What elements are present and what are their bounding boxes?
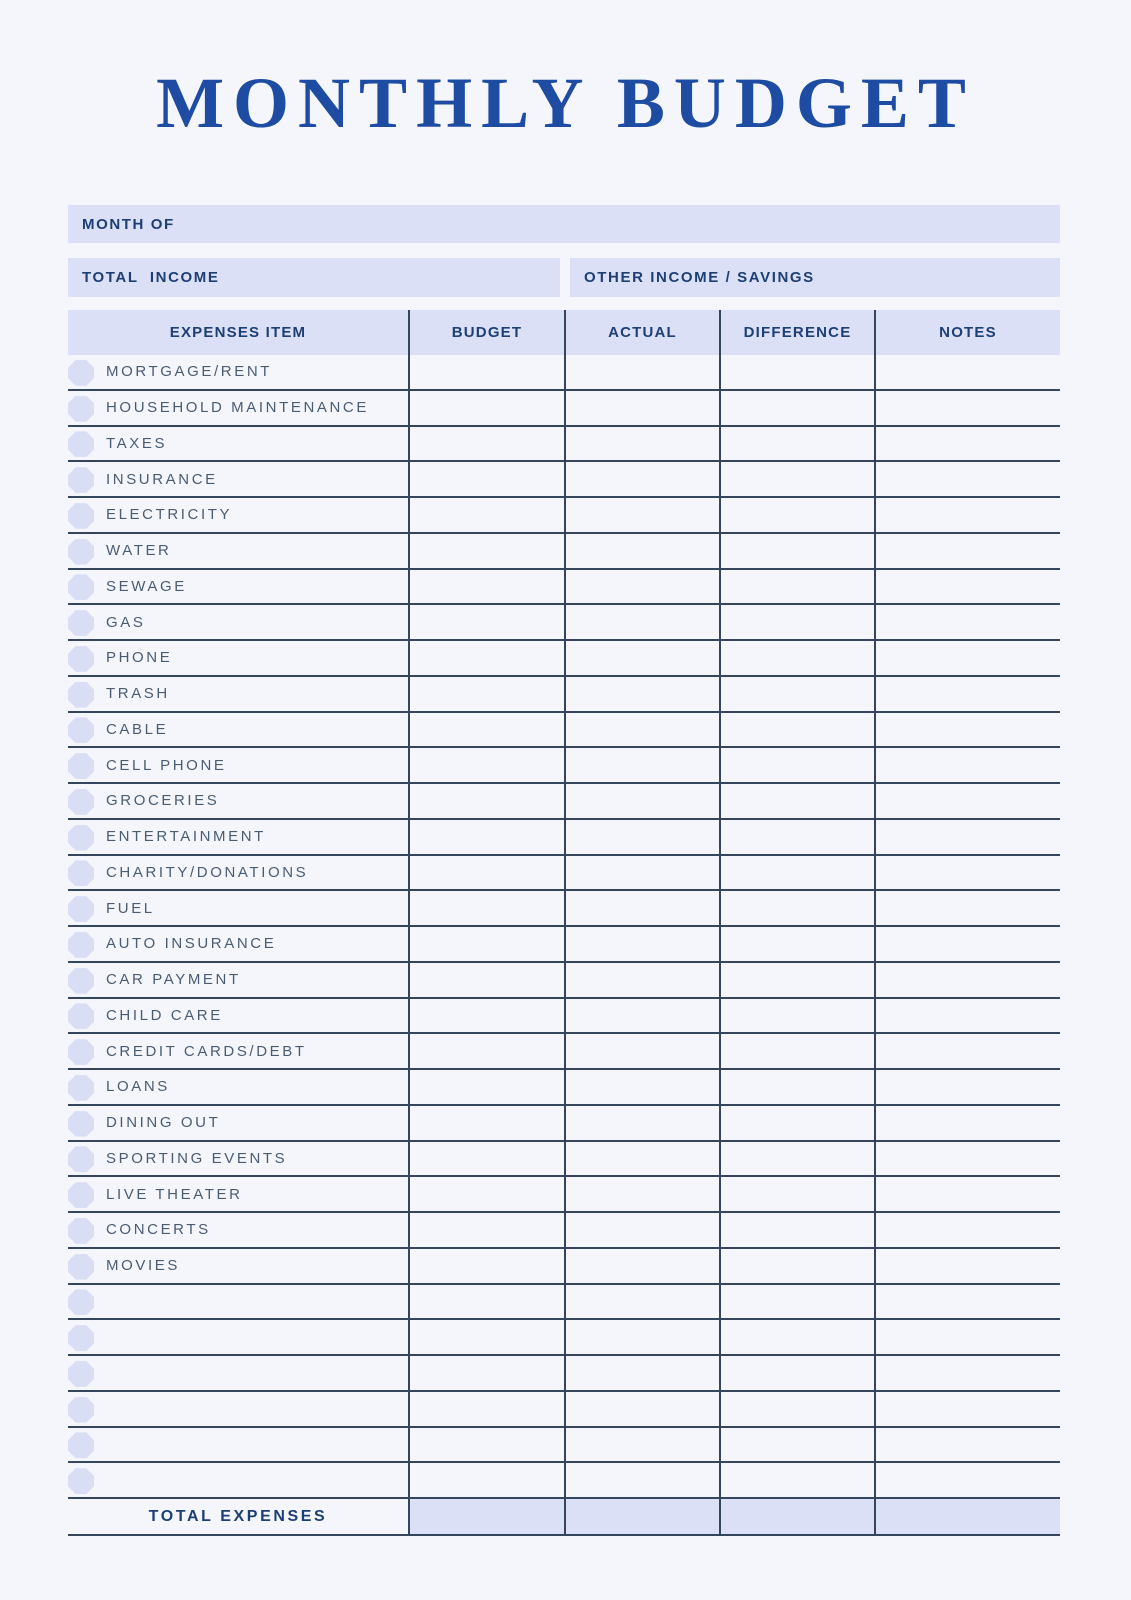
expense-row xyxy=(68,713,408,749)
actual-cell[interactable] xyxy=(564,891,719,927)
difference-cell[interactable] xyxy=(719,498,874,534)
budget-cell[interactable] xyxy=(408,1213,564,1249)
difference-cell[interactable] xyxy=(719,355,874,391)
actual-cell[interactable] xyxy=(564,1070,719,1106)
total-notes-cell[interactable] xyxy=(874,1499,1060,1536)
notes-cell[interactable] xyxy=(874,427,1060,463)
difference-cell[interactable] xyxy=(719,462,874,498)
budget-table xyxy=(68,310,1060,1536)
expense-item-label: CHARITY/DONATIONS xyxy=(106,863,309,881)
notes-cell[interactable] xyxy=(874,498,1060,534)
budget-cell[interactable] xyxy=(408,784,564,820)
expense-item-label: CHILD CARE xyxy=(106,1006,223,1024)
expense-item-label: WATER xyxy=(106,542,172,560)
notes-cell[interactable] xyxy=(874,355,1060,391)
difference-cell[interactable] xyxy=(719,963,874,999)
bullet-icon xyxy=(68,1075,94,1101)
notes-cell[interactable] xyxy=(874,462,1060,498)
expense-row xyxy=(68,677,408,713)
empty-expense-row xyxy=(68,1285,408,1321)
column-header-difference: DIFFERENCE xyxy=(719,310,874,355)
bullet-icon xyxy=(68,825,94,851)
difference-cell[interactable] xyxy=(719,1106,874,1142)
actual-cell[interactable] xyxy=(564,462,719,498)
expense-row xyxy=(68,784,408,820)
bullet-icon xyxy=(68,753,94,779)
expense-item-label: GROCERIES xyxy=(106,792,220,810)
difference-cell[interactable] xyxy=(719,427,874,463)
empty-expense-row xyxy=(68,1356,408,1392)
notes-cell[interactable] xyxy=(874,1428,1060,1464)
difference-cell[interactable] xyxy=(719,713,874,749)
difference-cell[interactable] xyxy=(719,677,874,713)
bullet-icon xyxy=(68,1289,94,1315)
actual-cell[interactable] xyxy=(564,1392,719,1428)
difference-cell[interactable] xyxy=(719,570,874,606)
bullet-icon xyxy=(68,539,94,565)
expense-row xyxy=(68,748,408,784)
budget-cell[interactable] xyxy=(408,1392,564,1428)
expense-item-label: AUTO INSURANCE xyxy=(106,935,277,953)
expense-item-label: CAR PAYMENT xyxy=(106,971,241,989)
actual-cell[interactable] xyxy=(564,963,719,999)
empty-expense-row xyxy=(68,1320,408,1356)
total-income-field[interactable] xyxy=(68,258,560,297)
expense-item-label: CELL PHONE xyxy=(106,756,227,774)
bullet-icon xyxy=(68,467,94,493)
budget-cell[interactable] xyxy=(408,748,564,784)
other-income-savings-label: OTHER INCOME / SAVINGS xyxy=(584,269,815,286)
actual-cell[interactable] xyxy=(564,677,719,713)
expense-row xyxy=(68,856,408,892)
budget-cell[interactable] xyxy=(408,570,564,606)
actual-cell[interactable] xyxy=(564,427,719,463)
actual-cell[interactable] xyxy=(564,641,719,677)
actual-cell[interactable] xyxy=(564,856,719,892)
difference-cell[interactable] xyxy=(719,1285,874,1321)
difference-cell[interactable] xyxy=(719,1177,874,1213)
budget-cell[interactable] xyxy=(408,1285,564,1321)
expense-item-label: CREDIT CARDS/DEBT xyxy=(106,1042,307,1060)
bullet-icon xyxy=(68,1182,94,1208)
budget-cell[interactable] xyxy=(408,1356,564,1392)
actual-cell[interactable] xyxy=(564,1320,719,1356)
expense-row xyxy=(68,641,408,677)
bullet-icon xyxy=(68,396,94,422)
bullet-icon xyxy=(68,1397,94,1423)
notes-cell[interactable] xyxy=(874,1142,1060,1178)
actual-cell[interactable] xyxy=(564,784,719,820)
expense-row xyxy=(68,462,408,498)
actual-cell[interactable] xyxy=(564,1356,719,1392)
budget-cell[interactable] xyxy=(408,534,564,570)
notes-cell[interactable] xyxy=(874,534,1060,570)
budget-cell[interactable] xyxy=(408,462,564,498)
budget-cell[interactable] xyxy=(408,1106,564,1142)
expense-item-label: PHONE xyxy=(106,649,173,667)
bullet-icon xyxy=(68,646,94,672)
expense-item-label: CONCERTS xyxy=(106,1221,211,1239)
difference-cell[interactable] xyxy=(719,927,874,963)
bullet-icon xyxy=(68,1111,94,1137)
empty-expense-row xyxy=(68,1463,408,1499)
budget-cell[interactable] xyxy=(408,963,564,999)
actual-cell[interactable] xyxy=(564,999,719,1035)
difference-cell[interactable] xyxy=(719,1320,874,1356)
budget-cell[interactable] xyxy=(408,856,564,892)
bullet-icon xyxy=(68,1218,94,1244)
expense-item-label: GAS xyxy=(106,613,146,631)
difference-cell[interactable] xyxy=(719,1034,874,1070)
actual-cell[interactable] xyxy=(564,1106,719,1142)
expense-item-label: LIVE THEATER xyxy=(106,1185,243,1203)
notes-cell[interactable] xyxy=(874,856,1060,892)
total-difference-cell[interactable] xyxy=(719,1499,874,1536)
expense-row xyxy=(68,355,408,391)
budget-cell[interactable] xyxy=(408,1463,564,1499)
expense-item-label: MORTGAGE/RENT xyxy=(106,363,273,381)
page-title: MONTHLY BUDGET xyxy=(156,63,975,143)
difference-cell[interactable] xyxy=(719,1070,874,1106)
difference-cell[interactable] xyxy=(719,1428,874,1464)
actual-cell[interactable] xyxy=(564,1285,719,1321)
expense-item-label: ELECTRICITY xyxy=(106,506,233,524)
budget-cell[interactable] xyxy=(408,820,564,856)
expense-item-label: INSURANCE xyxy=(106,470,218,488)
expense-row xyxy=(68,1070,408,1106)
other-income-savings-field[interactable] xyxy=(570,258,1060,297)
bullet-icon xyxy=(68,574,94,600)
bullet-icon xyxy=(68,1432,94,1458)
expense-row xyxy=(68,1034,408,1070)
bullet-icon xyxy=(68,610,94,636)
notes-cell[interactable] xyxy=(874,713,1060,749)
bullet-icon xyxy=(68,789,94,815)
expense-row xyxy=(68,1106,408,1142)
difference-cell[interactable] xyxy=(719,1463,874,1499)
budget-cell[interactable] xyxy=(408,891,564,927)
column-header-notes: NOTES xyxy=(874,310,1060,355)
actual-cell[interactable] xyxy=(564,605,719,641)
notes-cell[interactable] xyxy=(874,570,1060,606)
bullet-icon xyxy=(68,968,94,994)
difference-cell[interactable] xyxy=(719,748,874,784)
budget-cell[interactable] xyxy=(408,927,564,963)
notes-cell[interactable] xyxy=(874,1463,1060,1499)
budget-cell[interactable] xyxy=(408,498,564,534)
actual-cell[interactable] xyxy=(564,570,719,606)
budget-cell[interactable] xyxy=(408,641,564,677)
total-budget-cell[interactable] xyxy=(408,1499,564,1536)
expense-row xyxy=(68,820,408,856)
budget-cell[interactable] xyxy=(408,999,564,1035)
expense-item-label: SPORTING EVENTS xyxy=(106,1149,288,1167)
budget-cell[interactable] xyxy=(408,355,564,391)
budget-cell[interactable] xyxy=(408,605,564,641)
notes-cell[interactable] xyxy=(874,1213,1060,1249)
bullet-icon xyxy=(68,1146,94,1172)
expense-row xyxy=(68,999,408,1035)
actual-cell[interactable] xyxy=(564,1034,719,1070)
actual-cell[interactable] xyxy=(564,748,719,784)
expense-row xyxy=(68,1177,408,1213)
difference-cell[interactable] xyxy=(719,641,874,677)
actual-cell[interactable] xyxy=(564,1213,719,1249)
notes-cell[interactable] xyxy=(874,1177,1060,1213)
budget-cell[interactable] xyxy=(408,1034,564,1070)
notes-cell[interactable] xyxy=(874,1285,1060,1321)
budget-cell[interactable] xyxy=(408,1142,564,1178)
actual-cell[interactable] xyxy=(564,927,719,963)
expense-item-label: DINING OUT xyxy=(106,1114,221,1132)
actual-cell[interactable] xyxy=(564,1177,719,1213)
actual-cell[interactable] xyxy=(564,534,719,570)
expense-item-label: TRASH xyxy=(106,685,170,703)
expense-row xyxy=(68,570,408,606)
notes-cell[interactable] xyxy=(874,927,1060,963)
expense-row xyxy=(68,534,408,570)
difference-cell[interactable] xyxy=(719,1392,874,1428)
notes-cell[interactable] xyxy=(874,605,1060,641)
notes-cell[interactable] xyxy=(874,891,1060,927)
bullet-icon xyxy=(68,682,94,708)
expense-row xyxy=(68,427,408,463)
bullet-icon xyxy=(68,503,94,529)
actual-cell[interactable] xyxy=(564,1463,719,1499)
total-actual-cell[interactable] xyxy=(564,1499,719,1536)
expense-item-label: HOUSEHOLD MAINTENANCE xyxy=(106,399,369,417)
expense-item-label: CABLE xyxy=(106,720,169,738)
notes-cell[interactable] xyxy=(874,677,1060,713)
budget-cell[interactable] xyxy=(408,391,564,427)
actual-cell[interactable] xyxy=(564,498,719,534)
bullet-icon xyxy=(68,1254,94,1280)
difference-cell[interactable] xyxy=(719,820,874,856)
expense-item-label: TAXES xyxy=(106,434,168,452)
budget-cell[interactable] xyxy=(408,1320,564,1356)
difference-cell[interactable] xyxy=(719,391,874,427)
actual-cell[interactable] xyxy=(564,1428,719,1464)
budget-cell[interactable] xyxy=(408,427,564,463)
expense-item-label: ENTERTAINMENT xyxy=(106,828,266,846)
bullet-icon xyxy=(68,1039,94,1065)
budget-cell[interactable] xyxy=(408,713,564,749)
budget-cell[interactable] xyxy=(408,1428,564,1464)
bullet-icon xyxy=(68,360,94,386)
notes-cell[interactable] xyxy=(874,391,1060,427)
actual-cell[interactable] xyxy=(564,1249,719,1285)
notes-cell[interactable] xyxy=(874,1034,1060,1070)
notes-cell[interactable] xyxy=(874,641,1060,677)
expense-row xyxy=(68,498,408,534)
expense-row xyxy=(68,1249,408,1285)
column-header-budget: BUDGET xyxy=(408,310,564,355)
expense-row xyxy=(68,391,408,427)
notes-cell[interactable] xyxy=(874,1070,1060,1106)
expense-item-label: SEWAGE xyxy=(106,577,187,595)
difference-cell[interactable] xyxy=(719,1356,874,1392)
notes-cell[interactable] xyxy=(874,999,1060,1035)
month-of-field[interactable] xyxy=(68,205,1060,243)
empty-expense-row xyxy=(68,1428,408,1464)
notes-cell[interactable] xyxy=(874,1356,1060,1392)
column-header-expenses-item: EXPENSES ITEM xyxy=(68,310,408,355)
empty-expense-row xyxy=(68,1392,408,1428)
notes-cell[interactable] xyxy=(874,1320,1060,1356)
budget-cell[interactable] xyxy=(408,1177,564,1213)
total-expenses-label: TOTAL EXPENSES xyxy=(68,1499,408,1536)
bullet-icon xyxy=(68,1325,94,1351)
bullet-icon xyxy=(68,1468,94,1494)
notes-cell[interactable] xyxy=(874,784,1060,820)
actual-cell[interactable] xyxy=(564,391,719,427)
budget-cell[interactable] xyxy=(408,1249,564,1285)
expense-row xyxy=(68,927,408,963)
expense-row xyxy=(68,963,408,999)
bullet-icon xyxy=(68,860,94,886)
difference-cell[interactable] xyxy=(719,999,874,1035)
notes-cell[interactable] xyxy=(874,1106,1060,1142)
bullet-icon xyxy=(68,717,94,743)
notes-cell[interactable] xyxy=(874,748,1060,784)
budget-cell[interactable] xyxy=(408,1070,564,1106)
difference-cell[interactable] xyxy=(719,605,874,641)
difference-cell[interactable] xyxy=(719,1249,874,1285)
difference-cell[interactable] xyxy=(719,534,874,570)
notes-cell[interactable] xyxy=(874,820,1060,856)
bullet-icon xyxy=(68,896,94,922)
expense-row xyxy=(68,1213,408,1249)
expense-row xyxy=(68,1142,408,1178)
column-header-actual: ACTUAL xyxy=(564,310,719,355)
actual-cell[interactable] xyxy=(564,713,719,749)
difference-cell[interactable] xyxy=(719,856,874,892)
expense-item-label: MOVIES xyxy=(106,1257,180,1275)
notes-cell[interactable] xyxy=(874,1392,1060,1428)
difference-cell[interactable] xyxy=(719,1213,874,1249)
total-income-label: TOTAL INCOME xyxy=(82,269,220,286)
budget-cell[interactable] xyxy=(408,677,564,713)
bullet-icon xyxy=(68,1003,94,1029)
expense-item-label: LOANS xyxy=(106,1078,170,1096)
expense-row xyxy=(68,605,408,641)
expense-item-label: FUEL xyxy=(106,899,155,917)
notes-cell[interactable] xyxy=(874,963,1060,999)
bullet-icon xyxy=(68,1361,94,1387)
difference-cell[interactable] xyxy=(719,891,874,927)
month-of-label: MONTH OF xyxy=(82,215,175,233)
bullet-icon xyxy=(68,431,94,457)
difference-cell[interactable] xyxy=(719,1142,874,1178)
expense-row xyxy=(68,891,408,927)
difference-cell[interactable] xyxy=(719,784,874,820)
notes-cell[interactable] xyxy=(874,1249,1060,1285)
bullet-icon xyxy=(68,932,94,958)
actual-cell[interactable] xyxy=(564,355,719,391)
actual-cell[interactable] xyxy=(564,1142,719,1178)
actual-cell[interactable] xyxy=(564,820,719,856)
